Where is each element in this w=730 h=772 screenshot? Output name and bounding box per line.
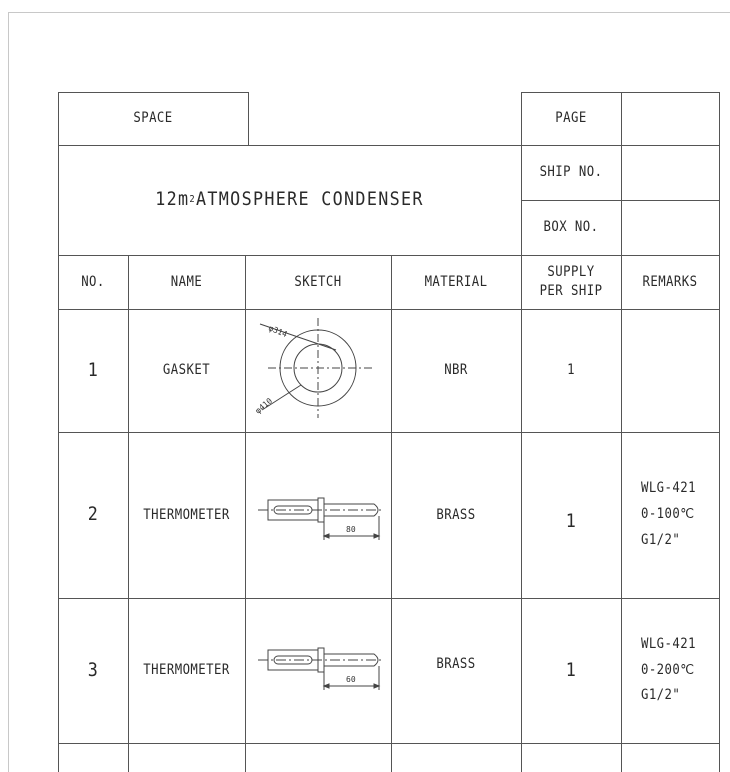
table-row-material: BRASS xyxy=(436,506,476,523)
col-header-name: NAME xyxy=(170,273,203,290)
rule-right xyxy=(719,92,720,772)
title-superscript: 2 xyxy=(189,194,197,206)
gasket-inner-dim: φ314 xyxy=(267,323,289,340)
col-header-material: MATERIAL xyxy=(424,273,488,290)
rule-no-right xyxy=(128,255,129,772)
thermometer-length-dim: 80 xyxy=(346,525,356,534)
table-row-remarks xyxy=(627,309,713,432)
table-row-no: 2 xyxy=(87,503,99,526)
space-label: SPACE xyxy=(133,110,173,127)
table-row-material: BRASS xyxy=(436,655,476,672)
col-header-sketch: SKETCH xyxy=(294,273,342,290)
table-row-supply: 1 xyxy=(565,658,577,681)
ship-no-label: SHIP NO. xyxy=(539,164,603,181)
thermometer-sketch xyxy=(246,630,390,700)
gasket-sketch xyxy=(246,310,390,431)
gasket-outer-dim: φ410 xyxy=(253,396,275,416)
table-row-material: NBR xyxy=(444,362,468,379)
title-rest: ATMOSPHERE CONDENSER xyxy=(196,188,424,211)
rule-row3-bottom xyxy=(58,743,719,744)
title-prefix: 12m xyxy=(155,188,190,211)
rule-material-right xyxy=(521,92,522,772)
table-row-name: THERMOMETER xyxy=(143,506,230,523)
table-row-supply: 1 xyxy=(567,362,575,379)
thermometer-length-dim: 60 xyxy=(346,675,356,684)
table-row-supply: 1 xyxy=(565,510,577,533)
page-label: PAGE xyxy=(555,110,587,127)
thermometer-sketch xyxy=(246,480,390,550)
col-header-remarks: REMARKS xyxy=(642,273,698,290)
table-row-no: 1 xyxy=(87,358,99,381)
table-row-remarks: WLG-421 0-200℃ G1/2" xyxy=(640,635,696,704)
rule-supply-right xyxy=(621,92,622,772)
table-row-name: GASKET xyxy=(162,362,211,379)
document-title xyxy=(86,145,493,255)
table-row-remarks: WLG-421 0-100℃ G1/2" xyxy=(640,480,696,548)
table-row-name: THERMOMETER xyxy=(143,662,230,679)
table-row-no: 3 xyxy=(87,658,99,681)
col-header-no: NO. xyxy=(81,273,105,290)
box-no-label: BOX NO. xyxy=(543,219,599,236)
rule-space-right xyxy=(248,92,249,145)
col-header-supply: SUPPLY PER SHIP xyxy=(539,264,603,299)
rule-left xyxy=(58,92,59,772)
rule-sketch-right xyxy=(391,255,392,772)
